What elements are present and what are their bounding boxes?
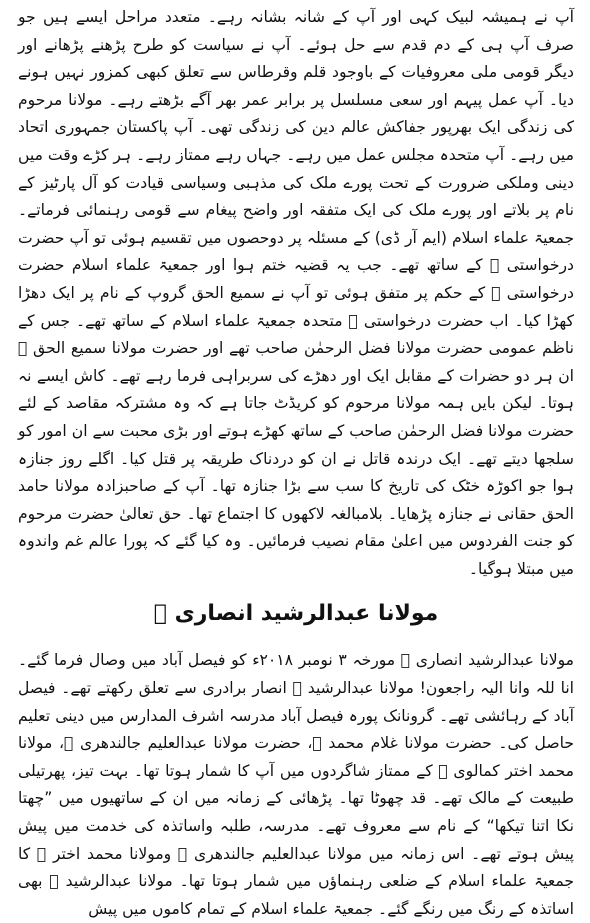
article-top-paragraph: آپ نے ہمیشہ لبیک کہی اور آپ کے شانہ بشانہ رہے۔ متعدد مراحل ایسے ہیں جو صرف آپ ہی کے دم قدم سے حل ہوئے۔ آپ نے سیاست کو طرح پڑھنے پڑھانے اور دیگر قومی ملی معروفیات کے باوجود قلم وقرطاس سے تعلق کبھی کمزور نہیں ہونے دیا۔ آپ عمل پیہم اور سعی مسلسل پر برابر عمر بھر آگے بڑھتے رہے۔ مولانا مرحوم کی زندگی ایک بھرپور جفاکش عالم دین کی زندگی تھی۔ آپ پاکستان جمہوری اتحاد میں رہے۔ آپ متحدہ مجلس عمل میں رہے۔ جہاں رہے ممتاز رہے۔ ہر کڑے وقت میں دینی وملکی ضرورت کے تحت پورے ملک کی مذہبی وسیاسی قیادت کو آل پارٹیز کے نام پر بلاتے اور پورے ملک کی ایک متفقہ اور واضح پیغام سے قومی رہنمائی فرماتے۔ جمعیۃ علماء اسلام (ایم آر ڈی) کے مسئلہ پر دوحصوں میں تقسیم ہوئی تو آپ حضرت درخواستی ﷫ کے ساتھ تھے۔ جب یہ قضیہ ختم ہوا اور جمعیۃ علماء اسلام حضرت درخواستی ﷫ کے حکم پر متفق ہوئی تو آپ نے سمیع الحق گروپ کے نام پر ایک دھڑا کھڑا کیا۔ اب حضرت درخواستی ﷫ متحدہ جمعیۃ علماء اسلام کے ساتھ تھے۔ جس کے ناظم عمومی حضرت مولانا فضل الرحمٰن صاحب تھے اور حضرت مولانا سمیع الحق ﷫ ان ہر دو حضرات کے مقابل ایک اور دھڑے کی سربراہی فرما رہے تھے۔ کاش ایسے نہ ہوتا۔ لیکن بایں ہمہ مولانا مرحوم کو کریڈٹ جاتا ہے کہ وہ مشترکہ مقاصد کے لئے حضرت مولانا فضل الرحمٰن صاحب کے ساتھ کھڑے ہوتے اور بڑی محبت سے ان امور کو سلجھا دیتے تھے۔ ایک درندہ قاتل نے ان کو دردناک طریقہ پر قتل کیا۔ اگلے روز جنازہ ہوا جو اکوڑہ خٹک کی تاریخ کا سب سے بڑا جنازہ تھا۔ آپ کے صاحبزادہ مولانا حامد الحق حقانی نے جنازہ پڑھایا۔ بلامبالغہ لاکھوں کا اجتماع تھا۔ حق تعالیٰ حضرت مرحوم کو جنت الفردوس میں اعلیٰ مقام نصیب فرمائیں۔ وہ کیا گئے کہ پورا عالم غم واندوہ میں مبتلا ہوگیا۔ xyxy=(18,8,574,578)
section-paragraph: مولانا عبدالرشید انصاری ﷫ مورخہ ۳ نومبر ۲۰۱۸ء کو فیصل آباد میں وصال فرما گئے۔ انا للہ وانا الیہ راجعون! مولانا عبدالرشید ﷫ انصار برادری سے تعلق رکھتے تھے۔ فیصل آباد کے رہائشی تھے۔ گرونانک پورہ فیصل آباد مدرسہ اشرف المدارس میں دینی تعلیم حاصل کی۔ حضرت مولانا غلام محمد ﷫، حضرت مولانا عبدالعلیم جالندھری ﷫، مولانا محمد اختر کمالوی ﷫ کے ممتاز شاگردوں میں آپ کا شمار ہوتا تھا۔ بہت تیز، پھرتیلی طبیعت کے مالک تھے۔ قد چھوٹا تھا۔ پڑھائی کے زمانہ میں ان کے ساتھیوں میں ”چھتا نکا اتنا تیکھا“ کے نام سے معروف تھے۔ مدرسہ، طلبہ واساتذہ کی خدمت میں پیش پیش ہوتے تھے۔ اس زمانہ میں مولانا عبدالعلیم جالندھری ﷫ ومولانا محمد اختر ﷫ کا جمعیۃ علماء اسلام کے ضلعی رہنماؤں میں شمار ہوتا تھا۔ مولانا عبدالرشید ﷫ بھی اساتذہ کے رنگ میں رنگے گئے۔ جمعیۃ علماء اسلام کے تمام کاموں میں پیش xyxy=(18,651,575,918)
section-heading: مولانا عبدالرشید انصاری ﷫ xyxy=(153,601,439,627)
